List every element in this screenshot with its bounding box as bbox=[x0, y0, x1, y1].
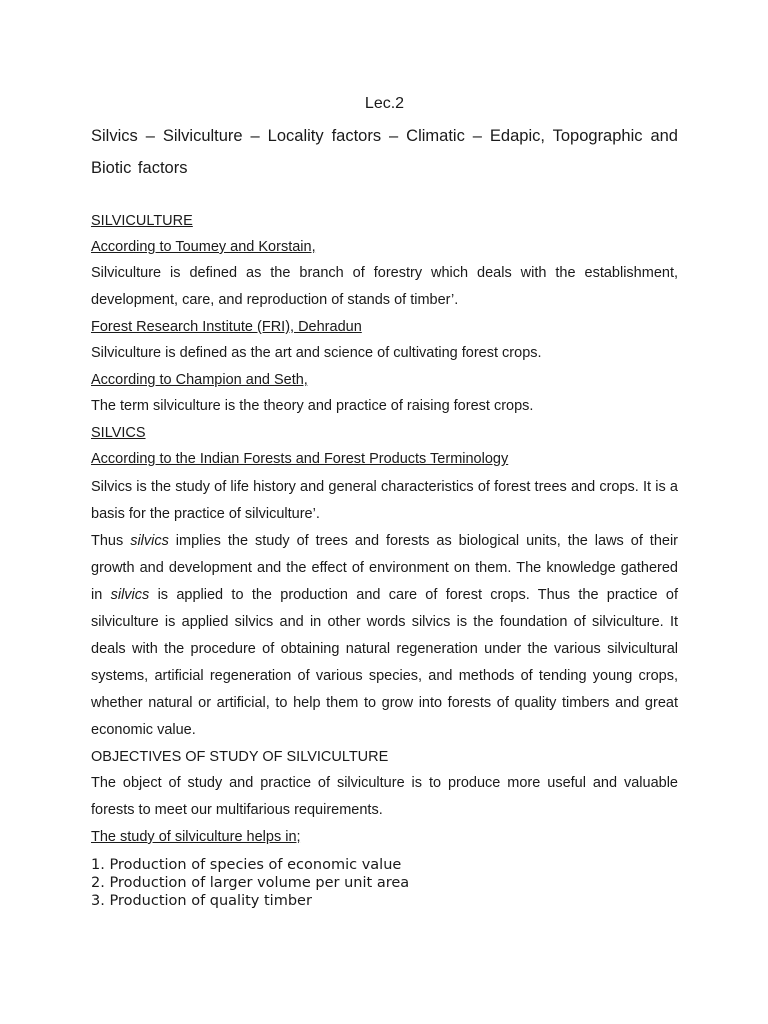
silvics-italic-term: silvics bbox=[110, 587, 150, 603]
list-item: 1. Production of species of economic value bbox=[91, 857, 402, 873]
lecture-title: Silvics – Silviculture – Locality factors – Climatic – Edapic, Topographic and Biotic factors bbox=[91, 127, 678, 177]
objectives-text: The object of study and practice of silviculture is to produce more useful and valuable forests to meet our multifarious requirements. bbox=[91, 775, 678, 818]
list-item: 3. Production of quality timber bbox=[91, 893, 312, 909]
def3-source: According to Champion and Seth, bbox=[91, 372, 308, 388]
helps-list bbox=[91, 856, 678, 910]
objectives-heading: OBJECTIVES OF STUDY OF SILVICULTURE bbox=[91, 749, 389, 765]
silvics-italic-term: silvics bbox=[130, 533, 169, 549]
def1-source: According to Toumey and Korstain, bbox=[91, 239, 316, 255]
list-item: 2. Production of larger volume per unit area bbox=[91, 875, 410, 891]
def3-text: The term silviculture is the theory and practice of raising forest crops. bbox=[91, 398, 534, 414]
lecture-number: Lec.2 bbox=[364, 95, 405, 112]
silvics-para-part: is applied to the production and care of forest crops. Thus the practice of silviculture is applied silvics and in other words silvics is the foundation of silviculture. It deals with the procedure of obtaining natural regeneration under the various silvicultural systems, artificial regeneration of various species, and methods of tending young crops, whether natural or artificial, to help them to grow into forests of quality timbers and great economic value. bbox=[91, 587, 678, 738]
silvics-paragraph bbox=[91, 528, 678, 744]
silvics-para-part: implies the study of trees and forests as biological units, the laws of their growth and development and the effect of environment on them. The knowledge gathered in bbox=[91, 533, 678, 603]
silvics-definition bbox=[91, 474, 678, 528]
def1-text: Silviculture is defined as the branch of forestry which deals with the establishment, development, care, and reproduction of stands of timber’. bbox=[91, 265, 678, 308]
silvics-def-text: is the study of life history and general characteristics of forest trees and crops. It is a basis for the practice of silviculture’. bbox=[91, 479, 678, 522]
def2-source: Forest Research Institute (FRI), Dehradun bbox=[91, 319, 362, 335]
helps-heading: The study of silviculture helps in; bbox=[91, 829, 301, 845]
def2-text: Silviculture is defined as the art and science of cultivating forest crops. bbox=[91, 345, 542, 361]
silvics-source: According to the Indian Forests and Forest Products Terminology bbox=[91, 451, 509, 467]
document-page bbox=[91, 92, 678, 910]
silvics-heading: SILVICS bbox=[91, 425, 146, 441]
silviculture-heading: SILVICULTURE bbox=[91, 213, 193, 229]
spacer bbox=[91, 184, 678, 208]
silvics-term: Silvics bbox=[91, 479, 133, 495]
silvics-para-part: Thus bbox=[91, 533, 131, 549]
